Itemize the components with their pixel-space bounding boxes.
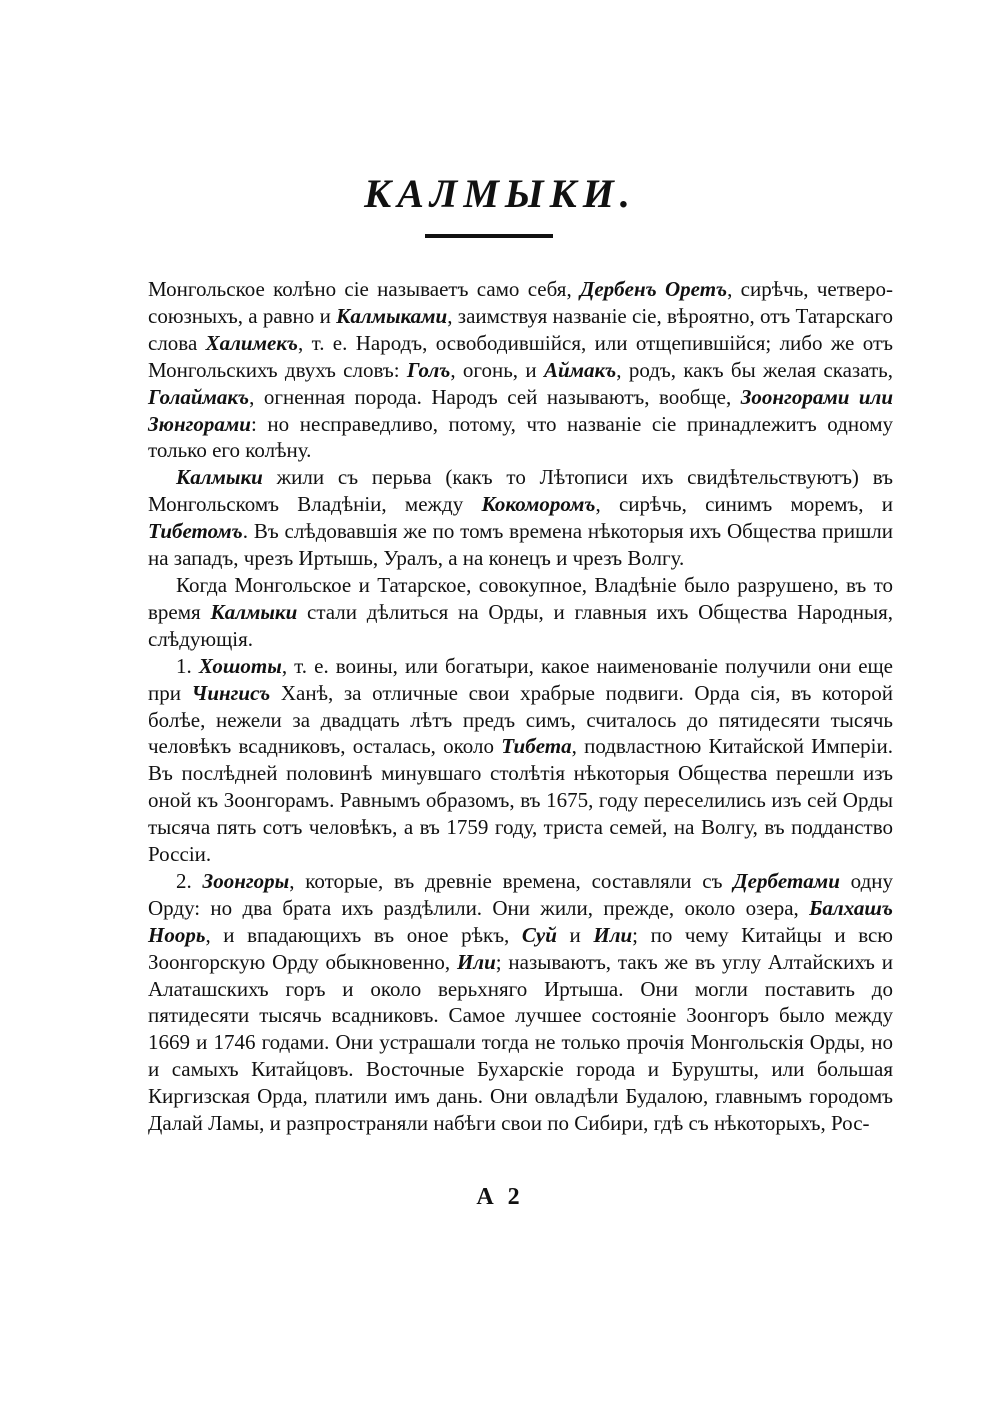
italic-term: Аймакъ [543, 357, 617, 382]
text-run: , подвластною Китайской Имперіи. Въ послѣдней половинѣ минувшаго столѣтія нѣкоторыя Общества перешли изъ оной къ Зоонгорамъ. Равнымъ образомъ, въ 1675, году переселились изъ сей Орды тысяча пять сотъ человѣкъ, а въ 1759 году, триста семей, на Волгу, въ подданство Россіи. [148, 734, 894, 867]
text-run: , огненная порода. Народъ сей называютъ, вообще, [249, 384, 741, 409]
text-run: Когда Монгольское и Татарское, совокупное, Владѣніе было разрушено, въ то время [148, 572, 893, 624]
text-run: ; называютъ, такъ же въ углу Алтайскихъ и Алаташскихъ горъ и около верьхняго Иртыша. Они могли поставить до пятидесяти тысячь всадниковъ. Самое лучшее состояніе Зоонгоръ было между 1669 и 1746 годами. Они устрашали тогда не только прочія Монгольскія Орды, но и самыхъ Китайцовъ. Восточные Бухарскіе города и Бурушты, или большая Киргизская Орда, платили имъ дань. Они овладѣли Будалою, главнымъ городомъ Далай Ламы, и разпространяли набѣги свои по Сибири, гдѣ съ нѣкоторыхъ, Рос- [148, 949, 893, 1136]
italic-term: Хошоты [198, 653, 282, 678]
text-run: : но несправедливо, потому, что названіе сіе принадлежитъ одному только его колѣну. [148, 411, 893, 463]
italic-term: Зоонгоры [202, 868, 290, 893]
signature-mark: А 2 [476, 1184, 524, 1210]
paragraph-1 [148, 276, 893, 464]
italic-term: Или [456, 949, 496, 974]
italic-term: Халимекъ [205, 330, 298, 355]
text-run: , огонь, и [450, 357, 544, 382]
text-run: Ханѣ, за отличные свои храбрые подвиги. Орда сія, въ которой болѣе, нежели за двадцать лѣтъ предъ симъ, считалось до пятидесяти тысячь человѣкъ всадниковъ, осталась, около [148, 680, 893, 759]
text-run: и [556, 922, 594, 947]
body-text [148, 276, 893, 1137]
text-run: , которые, въ древніе времена, составляли съ [289, 868, 734, 893]
text-run: одну Орду: но два брата ихъ раздѣлили. Они жили, прежде, около озера, [148, 868, 893, 920]
italic-term: Дербенъ Оретъ [580, 277, 728, 301]
italic-term: Дербетами [733, 868, 840, 893]
text-run: Монгольское колѣно сіе называетъ само себя, [148, 277, 581, 301]
title-rule [425, 234, 553, 238]
italic-term: Зоонгорами или Зюнгорами [148, 384, 894, 436]
paragraph-2 [148, 464, 893, 572]
italic-term: Тибета [501, 734, 572, 759]
text-run: жили съ перьва (какъ то Лѣтописи ихъ свидѣтельствуютъ) въ Монгольскомъ Владѣніи, между [148, 465, 893, 517]
italic-term: Калмыками [336, 303, 448, 328]
italic-term: Кокоморомъ [481, 492, 596, 517]
text-run: 1. [176, 653, 199, 678]
italic-term: Калмыки [176, 465, 263, 490]
page-title: КАЛМЫКИ. [364, 171, 636, 216]
italic-term: Калмыки [210, 599, 298, 624]
text-run: , и впадающихъ въ оное рѣкъ, [205, 922, 522, 947]
text-run: 2. [176, 868, 203, 893]
text-run: , т. е. воины, или богатыри, какое наименованіе получили они еще при [148, 653, 894, 705]
paragraph-5 [148, 868, 893, 1137]
text-run: . Въ слѣдовавшія же по томъ времена нѣкоторыя ихъ Общества пришли на западъ, чрезъ Иртышь, Уралъ, а на конецъ и чрезъ Волгу. [148, 519, 893, 571]
text-run: , сирѣчь, синимъ моремъ, и [595, 492, 893, 517]
italic-term: Чингисъ [191, 680, 271, 705]
italic-term: Голаймакъ [148, 384, 250, 409]
italic-term: Голъ [406, 357, 451, 382]
paragraph-3 [148, 572, 893, 653]
italic-term: Суй [521, 922, 557, 947]
text-run: , родъ, какъ бы желая сказать, [616, 357, 893, 382]
text-run: стали дѣлиться на Орды, и главныя ихъ Общества Народныя, слѣдующія. [148, 599, 894, 651]
paragraph-4 [148, 653, 893, 868]
italic-term: Балхашъ Ноорь [148, 895, 893, 947]
text-run: , т. е. Народъ, освободившійся, или отщепившійся; либо же отъ Монгольскихъ двухъ словъ: [148, 330, 893, 382]
italic-term: Или [593, 922, 633, 947]
italic-term: Тибетомъ [148, 519, 243, 544]
text-run: , заимствуя названіе сіе, вѣроятно, отъ Татарскаго слова [148, 303, 893, 355]
text-run: , сирѣчь, четверо-союзныхъ, а равно и [148, 277, 893, 328]
text-run: ; по чему Китайцы и всю Зоонгорскую Орду обыкновенно, [148, 922, 893, 974]
